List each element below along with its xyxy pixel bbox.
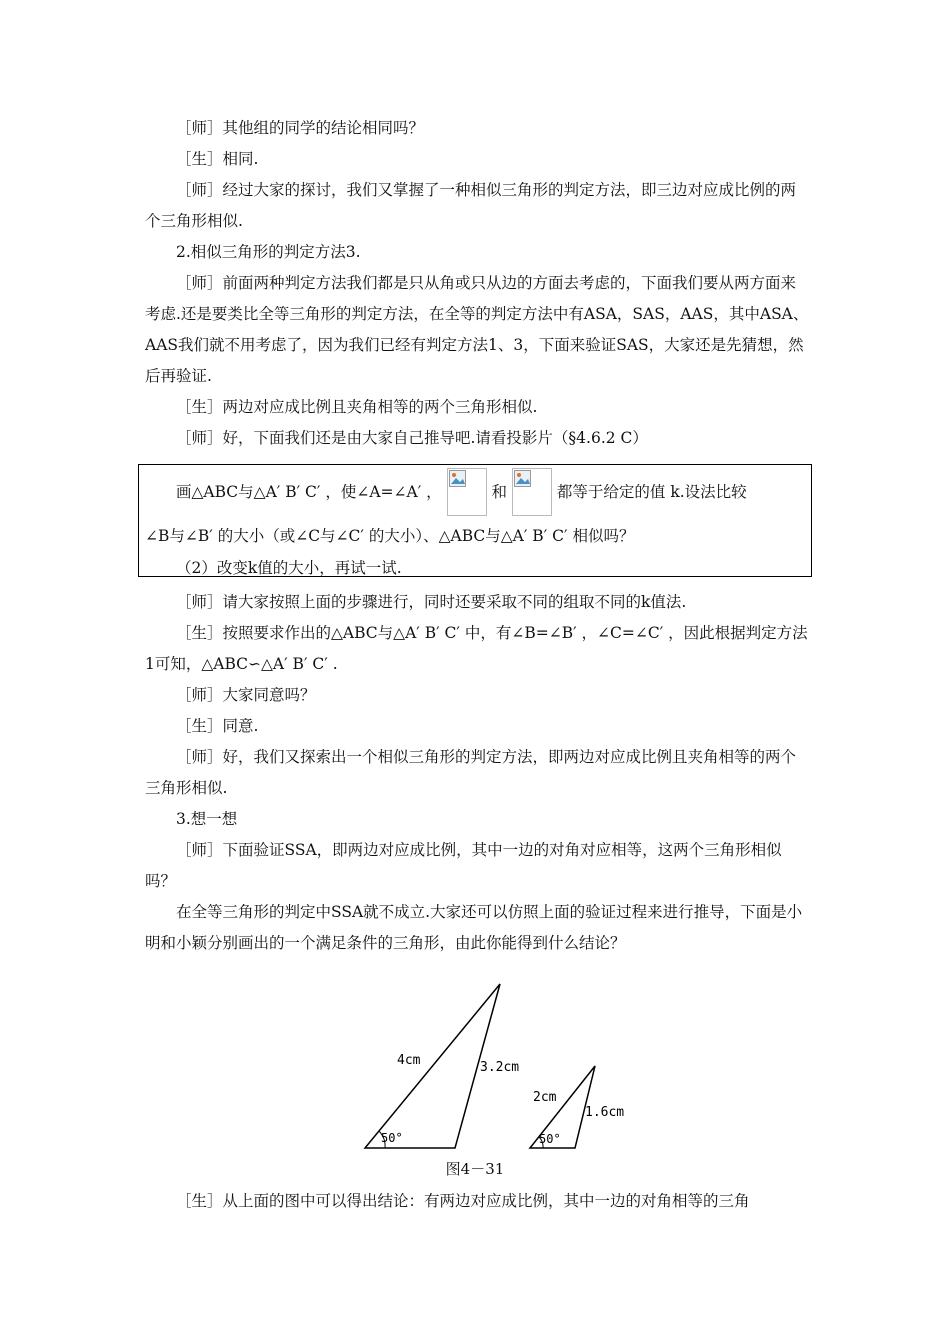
triangles-figure xyxy=(355,980,645,1150)
broken-image-icon xyxy=(512,468,552,516)
paragraph-2: ［生］相同. xyxy=(176,150,259,168)
box-line-1-text-b: 和 xyxy=(491,483,508,501)
paragraph-9: ［生］按照要求作出的△ABC与△A′ B′ C′ 中，有∠B=∠B′ ，∠C=∠C′ ，因此根据判定方法1可知，△ABC∽△A′ B′ C′ . xyxy=(145,624,808,673)
big-side-label-1: 4cm xyxy=(397,1053,421,1068)
paragraph-14: ［师］下面验证SSA，即两边对应成比例，其中一边的对角对应相等，这两个三角形相似吗？ xyxy=(145,841,782,890)
box-line-2: ∠B与∠B′ 的大小（或∠C与∠C′ 的大小）、△ABC与△A′ B′ C′ 相似吗？ xyxy=(145,527,635,545)
paragraph-4: 2.相似三角形的判定方法3. xyxy=(176,243,361,261)
small-angle-label: 50° xyxy=(539,1132,561,1146)
figure-caption: 图4－31 xyxy=(445,1160,505,1178)
small-side-label-2: 1.6cm xyxy=(585,1105,625,1120)
paragraph-1: ［师］其他组的同学的结论相同吗？ xyxy=(176,119,425,137)
box-line-3: （2）改变k值的大小，再试一试. xyxy=(176,559,402,577)
box-line-1-text-a: 画△ABC与△A′ B′ C′ ，使∠A=∠A′ ， xyxy=(176,483,442,501)
box-line-1-text-c: 都等于给定的值 k.设法比较 xyxy=(556,483,747,501)
big-angle-label: 50° xyxy=(381,1131,403,1145)
paragraph-13: 3.想一想 xyxy=(176,810,238,828)
paragraph-11: ［生］同意. xyxy=(176,717,259,735)
paragraph-15: 在全等三角形的判定中SSA就不成立.大家还可以仿照上面的验证过程来进行推导，下面是小明和小颖分别画出的一个满足条件的三角形，由此你能得到什么结论？ xyxy=(145,903,803,952)
paragraph-3: ［师］经过大家的探讨，我们又掌握了一种相似三角形的判定方法，即三边对应成比例的两个三角形相似. xyxy=(145,181,797,230)
small-side-label-1: 2cm xyxy=(533,1090,557,1105)
paragraph-12: ［师］好，我们又探索出一个相似三角形的判定方法，即两边对应成比例且夹角相等的两个三角形相似. xyxy=(145,748,797,797)
paragraph-5: ［师］前面两种判定方法我们都是只从角或只从边的方面去考虑的，下面我们要从两方面来考虑.还是要类比全等三角形的判定方法，在全等的判定方法中有ASA，SAS，AAS，其中ASA、AAS我们就不用考虑了，因为我们已经有判定方法1、3，下面来验证SAS，大家还是先猜想，然后再验证. xyxy=(145,274,809,385)
paragraph-10: ［师］大家同意吗？ xyxy=(176,686,316,704)
paragraph-16: ［生］从上面的图中可以得出结论：有两边对应成比例，其中一边的对角相等的三角 xyxy=(176,1192,750,1210)
broken-image-icon xyxy=(447,468,487,516)
box-line-1 xyxy=(176,468,747,516)
paragraph-8: ［师］请大家按照上面的步骤进行，同时还要采取不同的组取不同的k值法. xyxy=(176,593,687,611)
paragraph-6: ［生］两边对应成比例且夹角相等的两个三角形相似. xyxy=(176,398,538,416)
big-side-label-2: 3.2cm xyxy=(480,1060,520,1075)
paragraph-7: ［师］好，下面我们还是由大家自己推导吧.请看投影片（§4.6.2 C） xyxy=(176,429,648,447)
